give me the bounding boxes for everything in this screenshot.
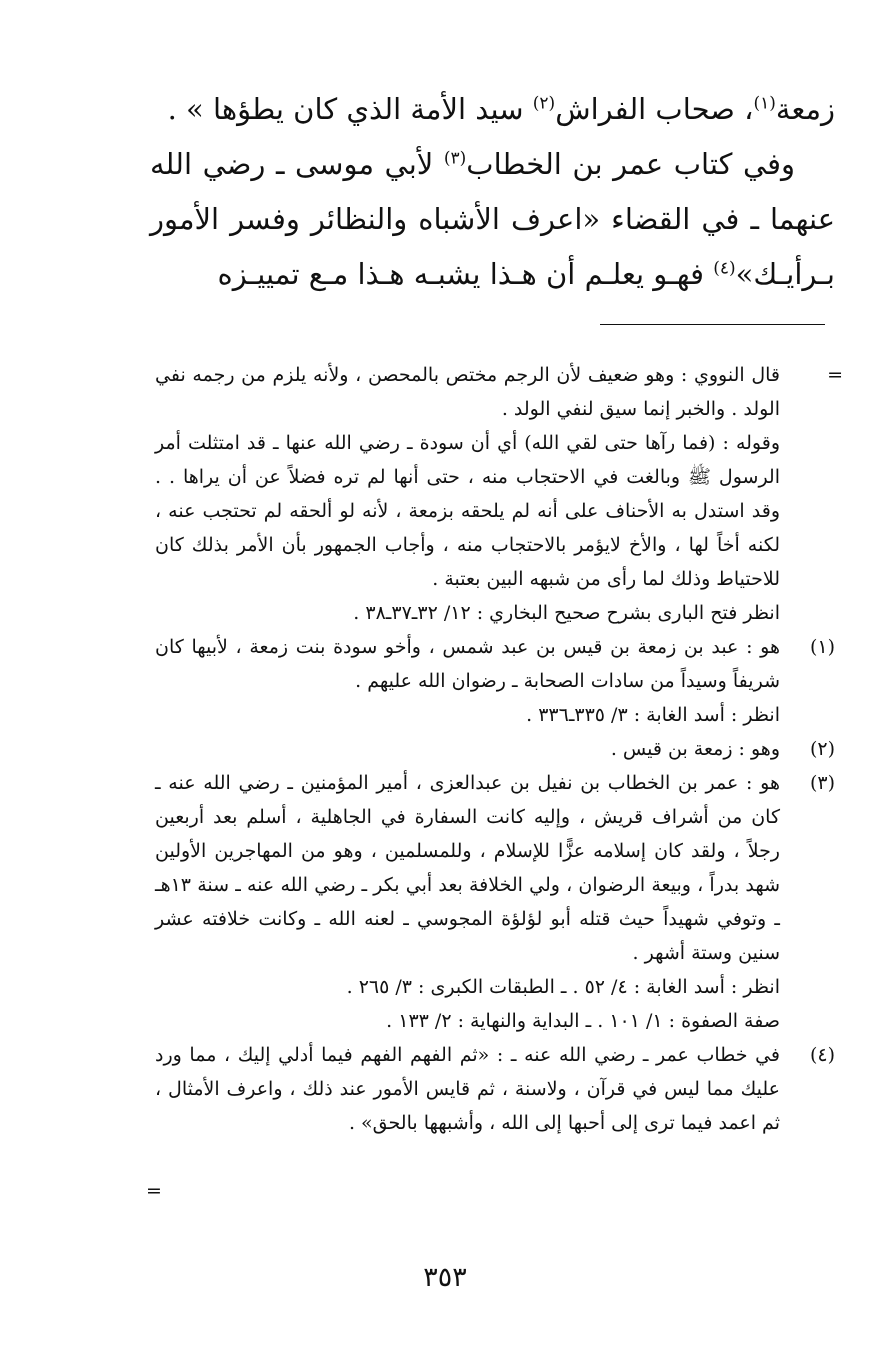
footnote-reference: انظر : أسد الغابة : ٤/ ٥٢ . ـ الطبقات الكبرى : ٣/ ٢٦٥ . — [346, 976, 780, 998]
footnote-text: وقوله : (فما رآها حتى لقي الله) أي أن سودة ـ رضي الله عنها ـ قد امتثلت أمر الرسول ﷺ وبالغت في الاحتجاب منه ، حتى أنها لم تره فضلاً عن أن يراها . . وقد استدل به الأحناف على أنه لم يلحقه بزمعة ، لأنه لو ألحقه لم تحتجب عنه ، لكنه أخاً لها ، والأخ لايؤمر بالاحتجاب منه ، وأجاب الجمهور بأن الأمر بذلك كان للاحتياط وذلك لما رأى من شبهه البين بعتبة . — [155, 432, 780, 590]
footnote-reference: صفة الصفوة : ١/ ١٠١ . ـ البداية والنهاية : ٢/ ١٣٣ . — [386, 1010, 780, 1032]
continued-marker: = — [146, 1180, 162, 1202]
footnote-2 — [155, 732, 835, 766]
footnote-text: هو : عبد بن زمعة بن قيس بن عبد شمس ، وأخو سودة بنت زمعة ، لأبيها كان شريفاً وسيداً من سادات الصحابة ـ رضوان الله عليهم . — [155, 636, 780, 692]
footnote-marker-4: (٤) — [809, 1044, 835, 1066]
continuation-marker: = — [827, 364, 843, 386]
main-text — [150, 82, 835, 302]
footnote-ref-1[interactable]: (١) — [753, 93, 776, 114]
footnote-text: في خطاب عمر ـ رضي الله عنه ـ : «ثم الفهم الفهم فيما أدلي إليك ، مما ورد عليك مما ليس في قرآن ، ولاسنة ، ثم قايس الأمور عند ذلك ، واعرف الأمثال ، ثم اعمد فيما ترى إلى أحبها إلى الله ، وأشبهها بالحق» . — [155, 1044, 780, 1134]
footnote-continuation — [155, 358, 843, 630]
footnote-marker-3: (٣) — [809, 772, 835, 794]
footnote-ref-2[interactable]: (٢) — [532, 93, 556, 114]
footnote-marker-2: (٢) — [809, 738, 835, 760]
footnote-reference: انظر فتح البارى بشرح صحيح البخاري : ١٢/ ٣٢ـ٣٧ـ٣٨ . — [353, 602, 780, 624]
main-paragraph-1: زمعة$^{(١)}$، صحاب الفراش$^{(٢)}$ سيد الأمة الذي كان يطؤها » . — [167, 92, 835, 126]
footnote-text: وهو : زمعة بن قيس . — [610, 738, 780, 760]
footnote-separator — [600, 324, 825, 325]
footnote-text: قال النووي : وهو ضعيف لأن الرجم مختص بالمحصن ، ولأنه يلزم من رجمه نفي الولد . والخبر إنما سيق لنفي الولد . — [155, 364, 780, 420]
main-paragraph-2: وفي كتاب عمر بن الخطاب$^{(٣)}$ لأبي موسى ـ رضي الله عنهما ـ في القضاء «اعرف الأشباه والنظائر وفسر الأمور بـرأيـك»$^{(٤)}$ فهـو يعلـم أن هـذا يشبـه هـذا مـع تمييـزه — [150, 147, 835, 291]
footnote-marker-1: (١) — [809, 636, 835, 658]
page-number: ٣٥٣ — [423, 1262, 467, 1293]
footnote-reference: انظر : أسد الغابة : ٣/ ٣٣٥ـ٣٣٦ . — [526, 704, 780, 726]
footnotes — [155, 358, 843, 1140]
footnote-text: هو : عمر بن الخطاب بن نفيل بن عبدالعزى ، أمير المؤمنين ـ رضي الله عنه ـ كان من أشراف قريش ، وإليه كانت السفارة في الجاهلية ، أسلم بعد أربعين رجلاً ، ولقد كان إسلامه عزًّا للإسلام ، وللمسلمين ، وهو من المهاجرين الأولين شهد بدراً ، وبيعة الرضوان ، ولي الخلافة بعد أبي بكر ـ رضي الله عنه ـ سنة ١٣هـ ـ وتوفي شهيداً حيث قتله أبو لؤلؤة المجوسي ـ لعنه الله ـ وكانت خلافته عشر سنين وستة أشهر . — [155, 772, 780, 964]
footnote-ref-3[interactable]: (٣) — [443, 148, 467, 169]
footnote-1 — [155, 630, 835, 732]
footnote-3 — [155, 766, 835, 1038]
footnote-4 — [155, 1038, 835, 1140]
footnote-ref-4[interactable]: (٤) — [713, 258, 736, 279]
